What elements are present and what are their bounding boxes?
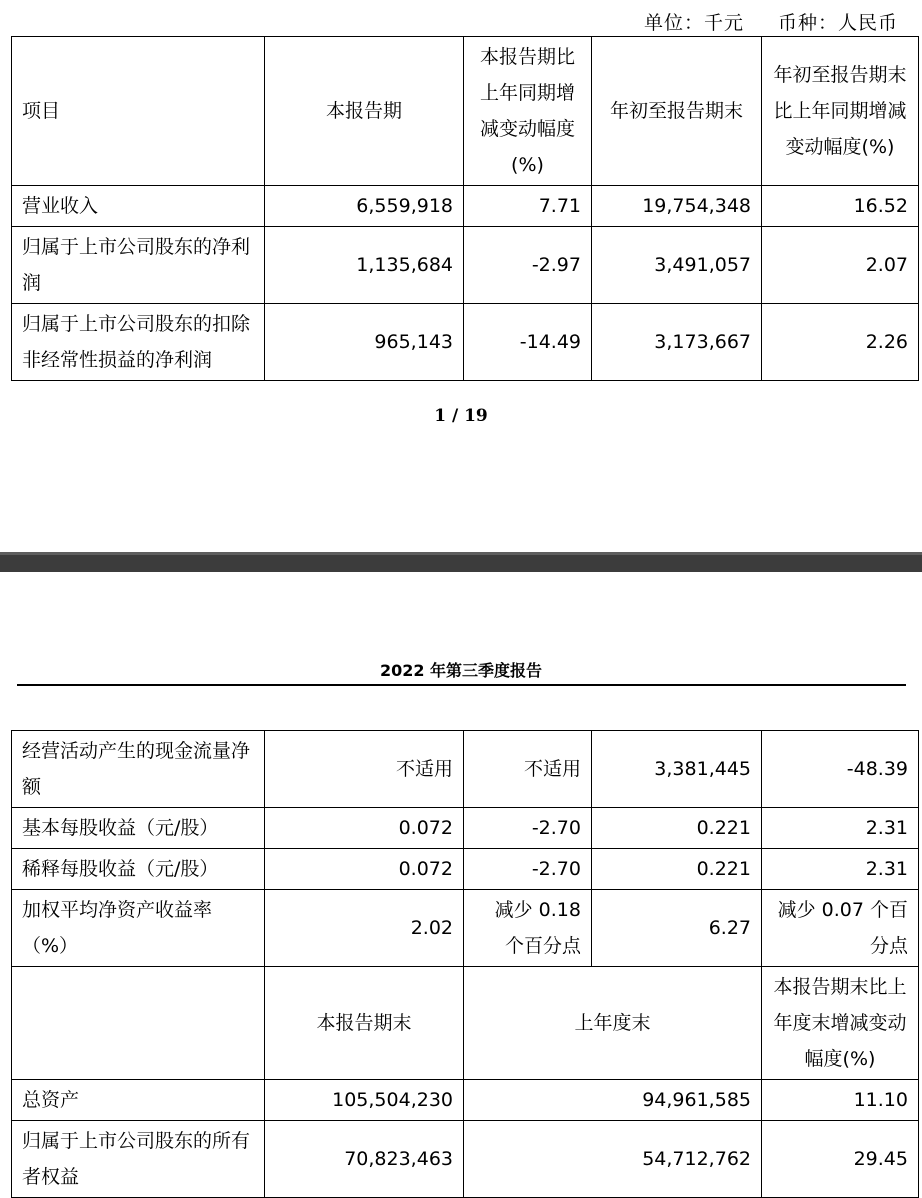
unit-currency-line — [610, 8, 898, 35]
table-row — [12, 849, 919, 890]
key-financials-table-page1 — [11, 36, 919, 381]
header-current-period: 本报告期 — [265, 37, 464, 186]
table-row — [12, 731, 919, 808]
row-ytd-change: 2.07 — [762, 227, 919, 304]
row-current: 2.02 — [265, 890, 464, 967]
table-row — [12, 1121, 919, 1198]
page-number: 1 / 19 — [434, 406, 488, 426]
row-item: 经营活动产生的现金流量净额 — [12, 731, 265, 808]
row-ytd-change: 16.52 — [762, 186, 919, 227]
row-balance-change: 11.10 — [762, 1080, 919, 1121]
header-period-change: 本报告期比上年同期增减变动幅度(%) — [464, 37, 592, 186]
row-change: 7.71 — [464, 186, 592, 227]
row-item: 营业收入 — [12, 186, 265, 227]
page-separator — [0, 552, 922, 572]
row-item: 稀释每股收益（元/股） — [12, 849, 265, 890]
row-period-end: 70,823,463 — [265, 1121, 464, 1198]
row-ytd: 3,173,667 — [592, 304, 762, 381]
row-current: 0.072 — [265, 849, 464, 890]
table-row — [12, 304, 919, 381]
row-prior-year-end: 54,712,762 — [464, 1121, 762, 1198]
row-ytd: 6.27 — [592, 890, 762, 967]
row-current: 1,135,684 — [265, 227, 464, 304]
table-row — [12, 186, 919, 227]
header-prior-year-end: 上年度末 — [464, 967, 762, 1080]
table-row — [12, 890, 919, 967]
header-ytd: 年初至报告期末 — [592, 37, 762, 186]
report-header-title: 2022 年第三季度报告 — [379, 661, 543, 680]
row-item: 归属于上市公司股东的所有者权益 — [12, 1121, 265, 1198]
row-item: 总资产 — [12, 1080, 265, 1121]
row-item: 归属于上市公司股东的扣除非经常性损益的净利润 — [12, 304, 265, 381]
table-row — [12, 227, 919, 304]
unit-label: 单位：千元 — [643, 12, 744, 34]
row-current: 965,143 — [265, 304, 464, 381]
row-ytd: 3,491,057 — [592, 227, 762, 304]
row-ytd: 19,754,348 — [592, 186, 762, 227]
row-ytd-change: -48.39 — [762, 731, 919, 808]
row-change: -2.97 — [464, 227, 592, 304]
row-ytd: 3,381,445 — [592, 731, 762, 808]
row-current: 不适用 — [265, 731, 464, 808]
table-row — [12, 1080, 919, 1121]
row-item: 基本每股收益（元/股） — [12, 808, 265, 849]
row-ytd: 0.221 — [592, 849, 762, 890]
row-period-end: 105,504,230 — [265, 1080, 464, 1121]
header-item: 项目 — [12, 37, 265, 186]
row-ytd-change: 2.31 — [762, 849, 919, 890]
row-balance-change: 29.45 — [762, 1121, 919, 1198]
row-current: 0.072 — [265, 808, 464, 849]
row-item: 归属于上市公司股东的净利润 — [12, 227, 265, 304]
row-change: -14.49 — [464, 304, 592, 381]
row-item: 加权平均净资产收益率（%） — [12, 890, 265, 967]
row-ytd-change: 减少 0.07 个百分点 — [762, 890, 919, 967]
currency-label: 币种：人民币 — [777, 12, 898, 34]
balance-header-row — [12, 967, 919, 1080]
row-ytd-change: 2.31 — [762, 808, 919, 849]
header-ytd-change: 年初至报告期末比上年同期增减变动幅度(%) — [762, 37, 919, 186]
header-rule — [17, 684, 906, 686]
header-balance-change: 本报告期末比上年度末增减变动幅度(%) — [762, 967, 919, 1080]
key-financials-table-page2 — [11, 730, 919, 1198]
row-change: 不适用 — [464, 731, 592, 808]
header-period-end: 本报告期末 — [265, 967, 464, 1080]
balance-header-blank — [12, 967, 265, 1080]
table-row — [12, 808, 919, 849]
row-change: 减少 0.18 个百分点 — [464, 890, 592, 967]
row-current: 6,559,918 — [265, 186, 464, 227]
row-ytd-change: 2.26 — [762, 304, 919, 381]
row-ytd: 0.221 — [592, 808, 762, 849]
row-change: -2.70 — [464, 808, 592, 849]
table-header-row — [12, 37, 919, 186]
row-prior-year-end: 94,961,585 — [464, 1080, 762, 1121]
row-change: -2.70 — [464, 849, 592, 890]
